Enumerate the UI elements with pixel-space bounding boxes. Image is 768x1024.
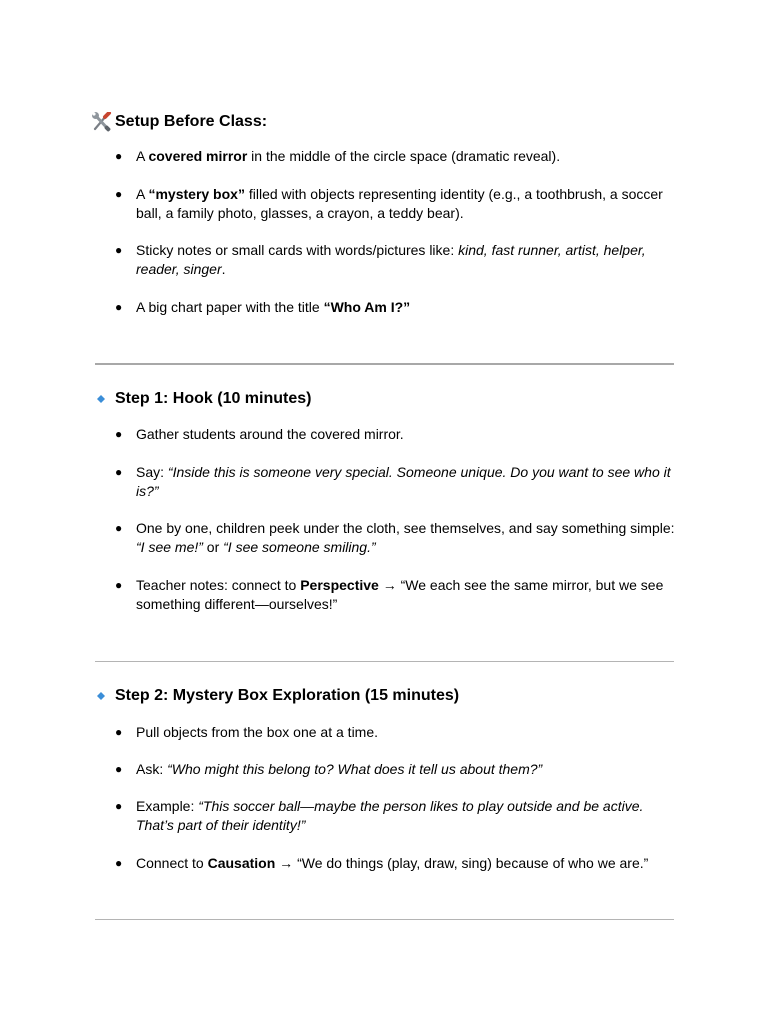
list-item: ● Teacher notes: connect to Perspective → “We each see the same mirror, but we see something different—ourselves!” <box>115 577 664 612</box>
list-item: ● Example: “This soccer ball—maybe the person likes to play outside and be active. That’s part of their identity!” <box>115 798 644 833</box>
bullet-icon: ● <box>115 856 123 870</box>
bullet-icon: ● <box>115 465 123 479</box>
bullet-icon: ● <box>115 149 123 163</box>
list-item: ● Pull objects from the box one at a time. <box>115 724 379 740</box>
bullet-icon: ● <box>115 187 123 201</box>
section-divider <box>95 661 674 662</box>
section-divider <box>95 363 674 365</box>
blue-diamond-icon <box>91 692 115 700</box>
bullet-icon: ● <box>115 762 123 776</box>
step1-heading <box>91 389 311 409</box>
bullet-icon: ● <box>115 427 123 441</box>
list-item: ● A big chart paper with the title “Who Am I?” <box>115 299 411 315</box>
step2-title: Step 2: Mystery Box Exploration (15 minutes) <box>115 687 460 704</box>
setup-heading <box>91 111 267 132</box>
list-item: ● One by one, children peek under the cloth, see themselves, and say something simple: “I see me!” or “I see someone smiling.” <box>115 520 675 555</box>
step2-heading <box>91 686 459 706</box>
tools-icon <box>91 111 115 132</box>
list-item: ● Sticky notes or small cards with words/pictures like: kind, fast runner, artist, helper, reader, singer. <box>115 242 646 277</box>
list-item: ● Ask: “Who might this belong to? What does it tell us about them?” <box>115 761 543 777</box>
bullet-icon: ● <box>115 578 123 592</box>
list-item: ● Gather students around the covered mirror. <box>115 426 404 442</box>
bullet-icon: ● <box>115 300 123 314</box>
section-divider <box>95 919 674 920</box>
bullet-icon: ● <box>115 799 123 813</box>
setup-title: Setup Before Class: <box>115 112 268 130</box>
bullet-icon: ● <box>115 243 123 257</box>
bullet-icon: ● <box>115 725 123 739</box>
list-item: ● Say: “Inside this is someone very special. Someone unique. Do you want to see who it is?” <box>115 464 671 499</box>
bullet-icon: ● <box>115 521 123 535</box>
list-item: ● A covered mirror in the middle of the circle space (dramatic reveal). <box>115 148 561 164</box>
blue-diamond-icon <box>91 395 115 403</box>
step1-title: Step 1: Hook (10 minutes) <box>115 390 312 407</box>
list-item: ● A “mystery box” filled with objects representing identity (e.g., a toothbrush, a soccer ball, a family photo, glasses, a crayon, a teddy bear). <box>115 186 663 221</box>
list-item: ● Connect to Causation → “We do things (play, draw, sing) because of who we are.” <box>115 855 649 871</box>
